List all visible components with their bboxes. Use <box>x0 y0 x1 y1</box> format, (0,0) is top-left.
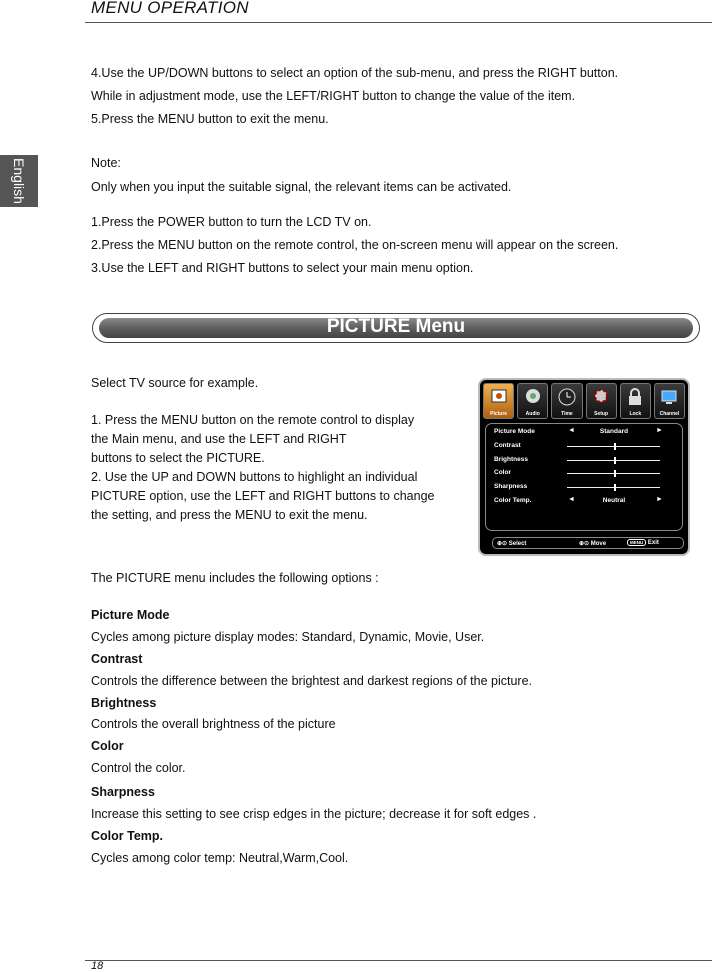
option-desc: Increase this setting to see crisp edges in the picture; decrease it for soft edges . <box>91 807 537 821</box>
osd-tab-audio: Audio <box>517 383 548 419</box>
osd-row-color: Color <box>494 467 674 479</box>
intro-line-3: 1. Press the MENU button on the remote control to display <box>91 413 415 427</box>
option-title: Picture Mode <box>91 608 170 622</box>
intro-line-5: buttons to select the PICTURE. <box>91 451 265 465</box>
right-arrow-icon: ► <box>656 496 663 503</box>
audio-icon <box>523 387 543 409</box>
step-5: 5.Press the MENU button to exit the menu. <box>91 112 329 126</box>
note-title: Note: <box>91 156 121 170</box>
step-3: 3.Use the LEFT and RIGHT buttons to select your main menu option. <box>91 261 474 275</box>
tv-icon <box>659 387 679 409</box>
banner-title: PICTURE Menu <box>326 316 466 337</box>
option-title: Color Temp. <box>91 829 163 843</box>
exit-hint: MENU Exit <box>627 540 659 546</box>
select-hint: ⊕⊙ Select <box>497 541 527 547</box>
option-desc: Controls the overall brightness of the picture <box>91 717 336 731</box>
option-desc: Cycles among picture display modes: Standard, Dynamic, Movie, User. <box>91 630 485 644</box>
header-rule <box>85 22 712 23</box>
level-knob <box>614 470 616 477</box>
osd-footer <box>492 537 684 549</box>
osd-tab-setup: Setup <box>586 383 617 419</box>
osd-tab-time: Time <box>551 383 582 419</box>
picture-menu-banner <box>92 313 700 343</box>
intro-line-7: PICTURE option, use the LEFT and RIGHT buttons to change <box>91 489 435 503</box>
lock-icon <box>625 387 645 409</box>
osd-row-sharpness: Sharpness <box>494 481 674 493</box>
options-intro: The PICTURE menu includes the following options : <box>91 571 379 585</box>
osd-row-brightness: Brightness <box>494 454 674 466</box>
osd-tab-bar <box>483 383 685 419</box>
option-title: Brightness <box>91 696 157 710</box>
step-1: 1.Press the POWER button to turn the LCD TV on. <box>91 215 372 229</box>
osd-tab-channel: Channel <box>654 383 685 419</box>
intro-line-6: 2. Use the UP and DOWN buttons to highlight an individual <box>91 470 418 484</box>
step-4-line1: 4.Use the UP/DOWN buttons to select an option of the sub-menu, and press the RIGHT button. <box>91 66 619 80</box>
footer-rule <box>85 960 712 961</box>
option-desc: Cycles among color temp: Neutral,Warm,Cool. <box>91 851 349 865</box>
step-4-line2: While in adjustment mode, use the LEFT/RIGHT button to change the value of the item. <box>91 89 576 103</box>
intro-line-8: the setting, and press the MENU to exit the menu. <box>91 508 368 522</box>
page-number: 18 <box>91 960 104 972</box>
option-desc: Controls the difference between the brightest and darkest regions of the picture. <box>91 674 533 688</box>
page-header-title: MENU OPERATION <box>91 0 249 17</box>
osd-row-contrast: Contrast <box>494 440 674 452</box>
intro-line-4: the Main menu, and use the LEFT and RIGHT <box>91 432 347 446</box>
note-text: Only when you input the suitable signal, the relevant items can be activated. <box>91 180 512 194</box>
osd-settings-panel <box>485 423 683 531</box>
left-arrow-icon: ◄ <box>568 496 575 503</box>
level-knob <box>614 484 616 491</box>
option-title: Sharpness <box>91 785 155 799</box>
gear-icon <box>591 387 611 409</box>
clock-icon <box>557 387 577 409</box>
osd-menu-screenshot <box>478 378 690 556</box>
move-hint: ⊕⊙ Move <box>579 541 607 547</box>
option-desc: Control the color. <box>91 761 186 775</box>
osd-row-picture-mode: Picture Mode ◄ Standard ► <box>494 427 663 435</box>
right-arrow-icon: ► <box>656 427 663 434</box>
language-tab-label: English <box>11 158 27 204</box>
intro-line-1: Select TV source for example. <box>91 376 259 390</box>
language-side-tab <box>0 155 38 207</box>
osd-tab-picture: Picture <box>483 383 514 419</box>
option-title: Color <box>91 739 124 753</box>
level-knob <box>614 443 616 450</box>
osd-row-color-temp: Color Temp. ◄ Neutral ► <box>494 496 663 504</box>
level-knob <box>614 457 616 464</box>
option-title: Contrast <box>91 652 143 666</box>
osd-tab-lock: Lock <box>620 383 651 419</box>
picture-icon <box>489 387 509 409</box>
step-2: 2.Press the MENU button on the remote control, the on-screen menu will appear on the screen. <box>91 238 619 252</box>
left-arrow-icon: ◄ <box>568 427 575 434</box>
